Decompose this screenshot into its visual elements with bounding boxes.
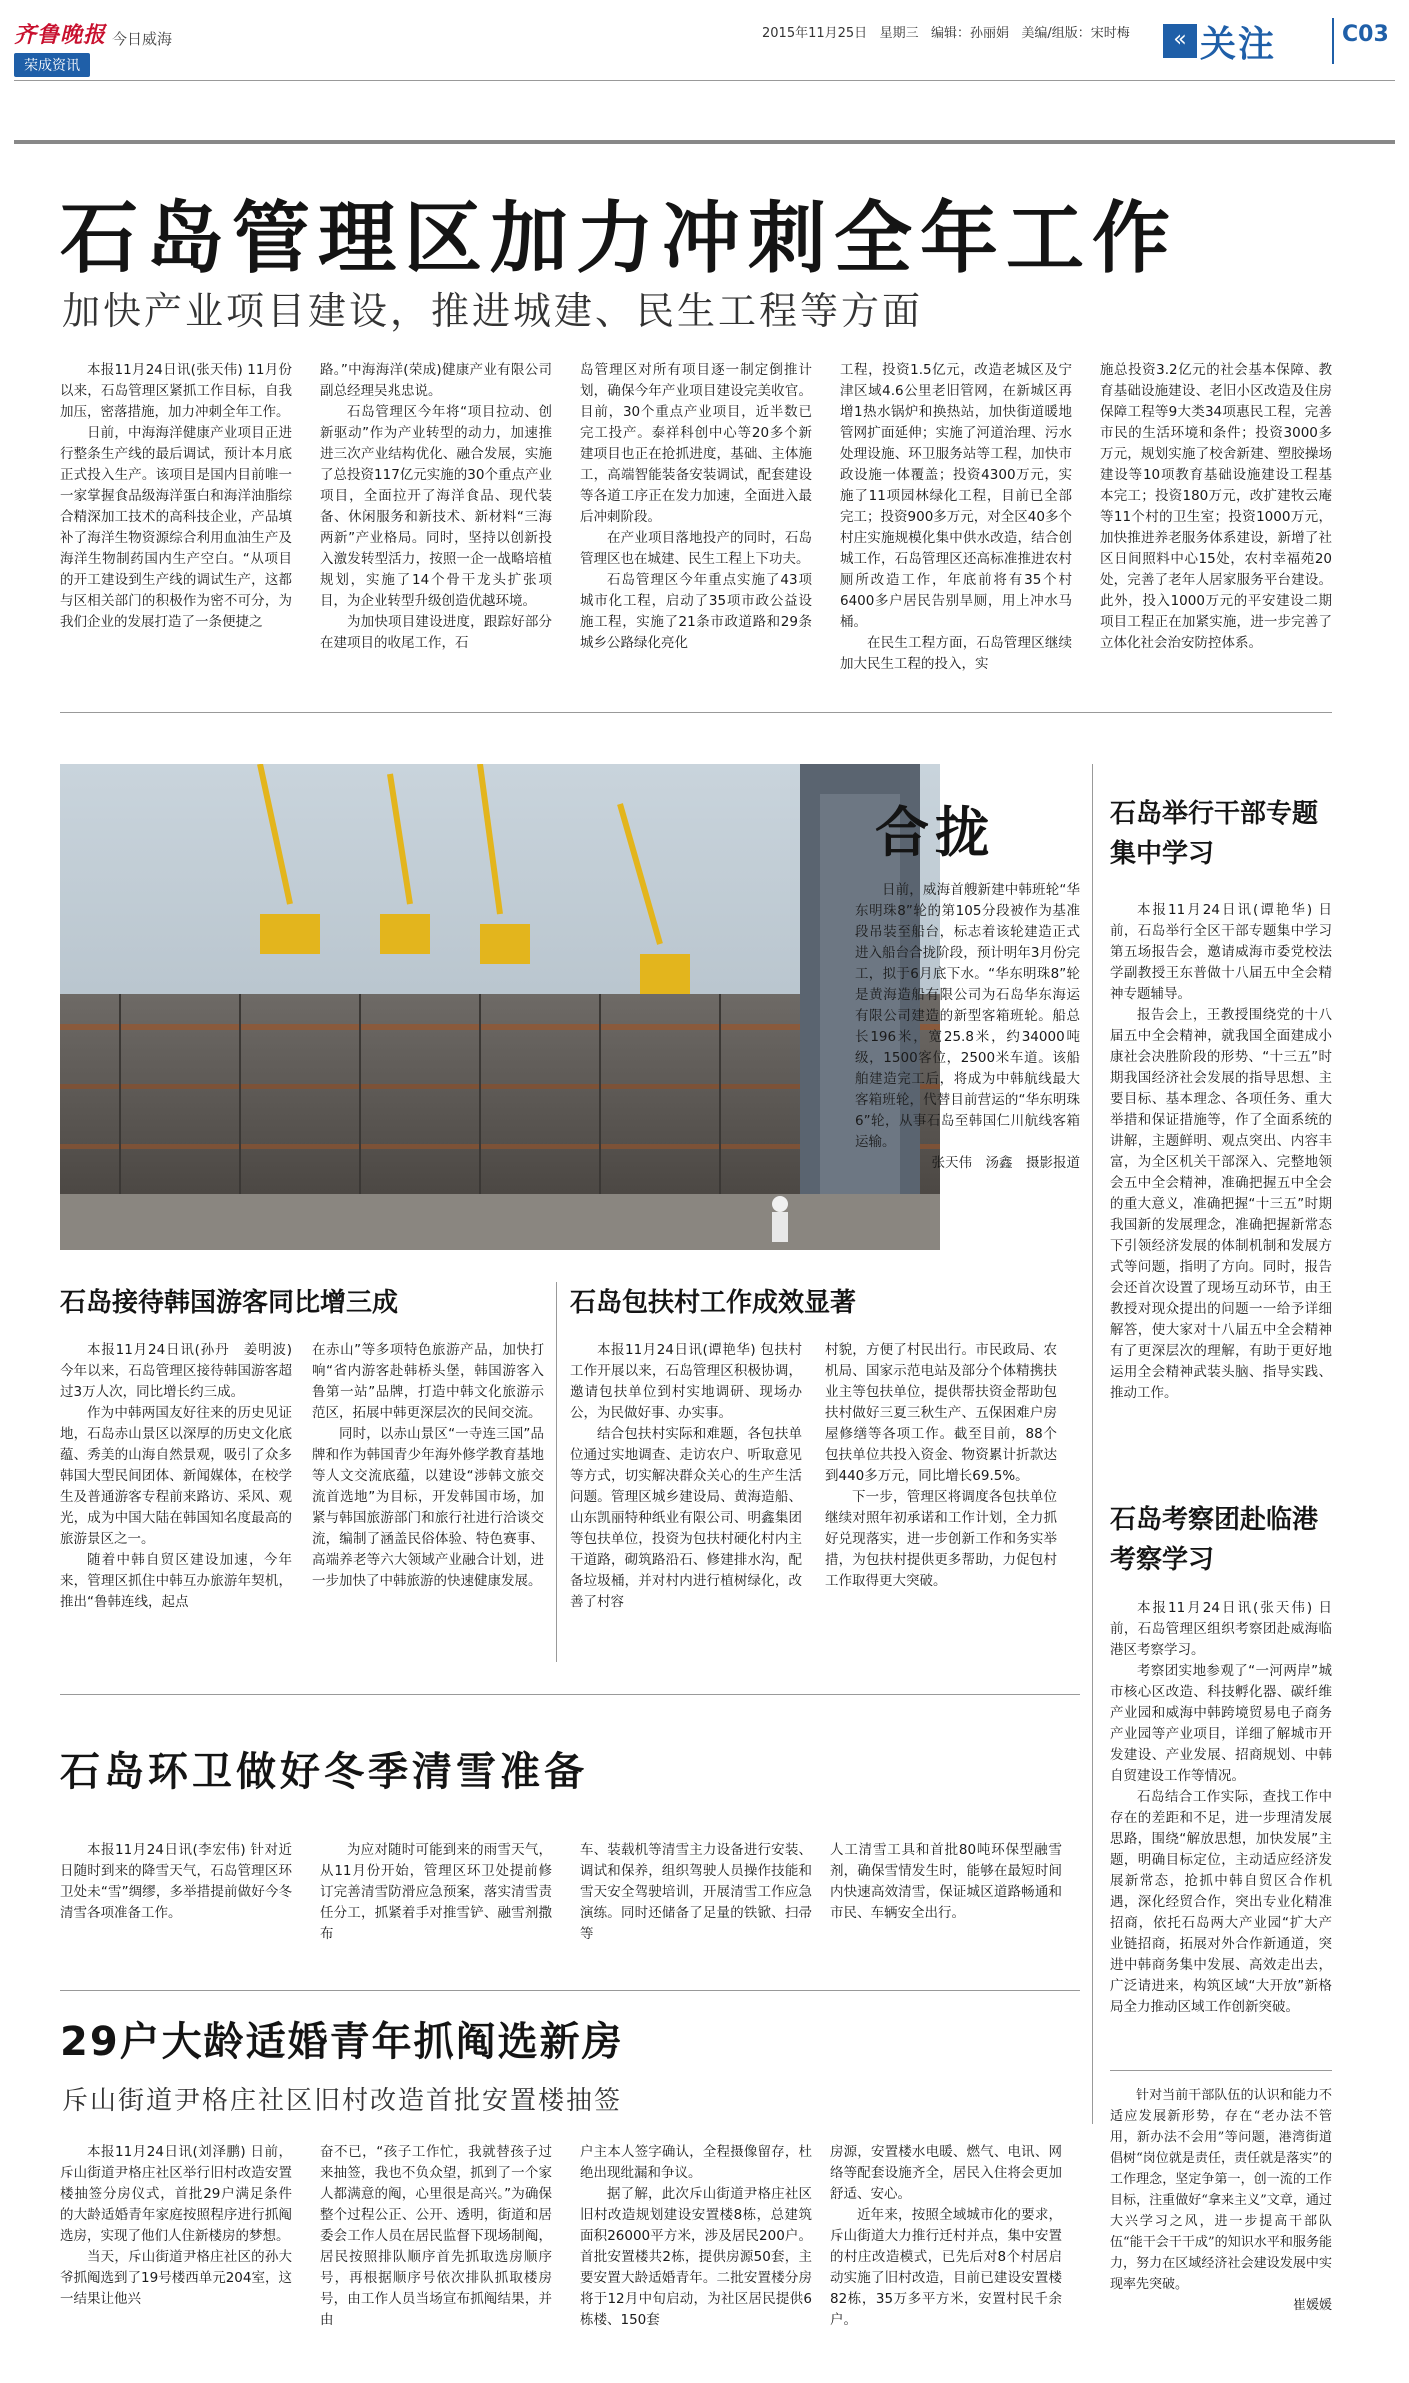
paragraph: 在民生工程方面，石岛管理区继续加大民生工程的投入，实 <box>840 635 1072 672</box>
issue-date: 2015年11月25日 <box>762 26 868 41</box>
headline: 29户大龄适婚青年抓阄选新房 <box>60 2019 624 2065</box>
paragraph: 考察团实地参观了“一河两岸”城市核心区改造、科技孵化器、碳纤维产业园和威海中韩跨境贸易电子商务产业园等产业项目，详细了解城市开发建设、产业发展、招商规划、中韩自贸建设工作等情况。 <box>1110 1663 1332 1784</box>
paragraph: 本报11月24日讯(张天伟) 11月份以来，石岛管理区紧抓工作目标，自我加压，密落措施，加力冲刺全年工作。 <box>60 362 292 420</box>
headline: 石岛举行干部专题集中学习 <box>1110 799 1319 869</box>
paragraph: 下一步，管理区将调度各包扶单位继续对照年初承诺和工作计划，全力抓好兑现落实，进一步创新工作和务实举措，为包扶村提供更多帮助，力促包村工作取得更大突破。 <box>825 1489 1057 1589</box>
paragraph: 车、装载机等清雪主力设备进行安装、调试和保养，组织驾驶人员操作技能和雪天安全驾驶培训，开展清雪工作应急演练。同时还储备了足量的铁锨、扫帚等 <box>580 1842 812 1942</box>
paragraph: 石岛管理区今年将“项目拉动、创新驱动”作为产业转型的动力，加速推进三次产业结构优化、融合发展，实施了总投资117亿元实施的30个重点产业项目，全面拉开了海洋食品、现代装备、休闲服务和新技术、新材料“三海两新”产业格局。同时，坚持以创新投入激发转型活力，按照一企一战略培植规划，实施了14个骨干龙头扩张项目，为企业转型升级创造优越环境。 <box>320 404 552 609</box>
article-column <box>840 360 1072 700</box>
news-photo <box>60 764 940 1250</box>
headline-subtitle: 斥山街道尹格庄社区旧村改造首批安置楼抽签 <box>62 2086 623 2116</box>
divider <box>1092 764 1093 2124</box>
article-column <box>830 1840 1062 1970</box>
focus-tag: 关注 <box>1200 24 1277 65</box>
divider <box>14 80 1395 81</box>
paragraph: 为加快项目建设进度，跟踪好部分在建项目的收尾工作，石 <box>320 614 552 651</box>
paragraph: 本报11月24日讯(刘泽鹏) 日前，斥山街道尹格庄社区举行旧村改造安置楼抽签分房仪式，首批29户满足条件的大龄适婚青年家庭按照程序进行抓阄选房，实现了他们人住新楼房的梦想。 <box>60 2144 292 2244</box>
commentary-author: 崔媛媛 <box>1292 2298 1332 2313</box>
divider <box>556 1282 557 1662</box>
article-column <box>320 1840 552 1970</box>
paragraph: 路。”中海海洋(荣成)健康产业有限公司副总经理吴兆忠说。 <box>320 362 552 399</box>
article-column <box>570 1340 802 1670</box>
section-tag: 荣成资讯 <box>14 53 90 77</box>
article-column <box>825 1340 1057 1670</box>
paragraph: 在赤山”等多项特色旅游产品，加快打响“省内游客赴韩桥头堡，韩国游客入鲁第一站”品牌，打造中韩文化旅游示范区，拓展中韩更深层次的民间交流。 <box>312 1342 544 1421</box>
paragraph: 村貌，方便了村民出行。市民政局、农机局、国家示范电站及部分个体精携扶业主等包扶单位，提供帮扶资金帮助包扶村做好三夏三秋生产、五保困难户房屋修缮等各项工作。截至目前，88个包扶单位共投入资金、物资累计折款达到440多万元，同比增长69.5%。 <box>825 1342 1057 1484</box>
divider <box>60 1990 1080 1991</box>
article-column <box>580 1840 812 1970</box>
paragraph: 人工清雪工具和首批80吨环保型融雪剂，确保雪情发生时，能够在最短时间内快速高效清雪，保证城区道路畅通和市民、车辆安全出行。 <box>830 1842 1062 1921</box>
article-column <box>312 1340 544 1670</box>
divider <box>14 140 1395 144</box>
paper-logo: 齐鲁晚报 <box>14 22 107 48</box>
paragraph: 据了解，此次斥山街道尹格庄社区旧村改造规划建设安置楼8栋，总建筑面积26000平方米，涉及居民200户。首批安置楼共2栋，提供房源50套，主要安置大龄适婚青年。二批安置楼分房将于12月中旬启动，为社区居民提供6栋楼、150套 <box>580 2186 812 2328</box>
divider <box>1110 2070 1332 2071</box>
article-column <box>580 360 812 700</box>
divider <box>60 1694 1080 1695</box>
masthead <box>14 18 204 72</box>
page-subtitle: 加快产业项目建设，推进城建、民生工程等方面 <box>62 289 924 333</box>
paragraph: 石岛结合工作实际，查找工作中存在的差距和不足，进一步理清发展思路，围绕“解放思想，加快发展”主题，明确目标定位，主动适应经济发展新常态，抢抓中韩自贸区合作机遇，深化经贸合作，突出专业化精准招商，依托石岛两大产业园“扩大产业链招商，拓展对外合作新通道，突进中韩商务集中发展、高效走出去，广泛请进来，构筑区域“大开放”新格局全力推动区域工作创新突破。 <box>1110 1789 1332 2015</box>
paragraph: 施总投资3.2亿元的社会基本保障、教育基础设施建设、老旧小区改造及住房保障工程等9大类34项惠民工程，完善市民的生活环境和条件；投资3000多万元，规划实施了校舍新建、塑胶操场建设等10项教育基础设施建设工程基本完工；投资180万元，改扩建牧云庵等11个村的卫生室；投资1000万元，加快推进养老服务体系建设，新增了社区日间照料中心15处，农村幸福苑20处，完善了老年人居家服务平台建设。此外，投入1000万元的平安建设二期项目工程正在加紧实施，进一步完善了立体化社会治安防控体系。 <box>1100 362 1332 651</box>
article-column <box>1110 900 1332 1460</box>
article-column <box>60 1340 292 1670</box>
paragraph: 本报11月24日讯(孙丹 姜明波) 今年以来，石岛管理区接待韩国游客超过3万人次，同比增长约三成。 <box>60 1342 292 1400</box>
commentary <box>1110 2085 1332 2373</box>
divider <box>1332 18 1334 64</box>
paragraph: 本报11月24日讯(李宏伟) 针对近日随时到来的降雪天气，石岛管理区环卫处未“雪”绸缪，多举措提前做好今冬清雪各项准备工作。 <box>60 1842 292 1921</box>
paragraph: 日前，中海海洋健康产业项目正进行整条生产线的最后调试，预计本月底正式投入生产。该项目是国内目前唯一一家掌握食品级海洋蛋白和海洋油脂综合精深加工技术的高科技企业，产品填补了海洋生物资源综合利用血油生产及海洋生物制药国内生产空白。“从项目的开工建设到生产线的调试生产，这都与区相关部门的积极作为密不可分，为我们企业的发展打造了一条便捷之 <box>60 425 292 630</box>
article-column <box>580 2142 812 2372</box>
photo-credit: 张天伟 汤鑫 摄影报道 <box>931 1155 1080 1171</box>
editor-credit: 编辑：孙丽娟 <box>931 26 1010 41</box>
article-column <box>60 360 292 700</box>
paragraph: 奋不已，“孩子工作忙，我就替孩子过来抽签，我也不负众望，抓到了一个家人都满意的阄，心里很是高兴。”为确保整个过程公正、公开、透明，街道和居委会工作人员在居民监督下现场制阄，居民按照排队顺序首先抓取选房顺序号，再根据顺序号依次排队抓取楼房号，由工作人员当场宣布抓阄结果，并由 <box>320 2144 552 2328</box>
article-column <box>60 1840 292 1970</box>
photo-caption <box>855 880 1080 1250</box>
shipyard-photo <box>60 764 940 1250</box>
edition-name: 今日威海 <box>112 30 173 48</box>
article-column <box>830 2142 1062 2372</box>
article-column <box>1110 1598 1332 2053</box>
paragraph: 房源，安置楼水电暖、燃气、电讯、网络等配套设施齐全，居民入住将会更加舒适、安心。 <box>830 2144 1062 2202</box>
paragraph: 本报11月24日讯(谭艳华) 包扶村工作开展以来，石岛管理区积极协调，邀请包扶单位到村实地调研、现场办公，为民做好事、办实事。 <box>570 1342 802 1421</box>
paragraph: 本报11月24日讯(张天伟) 日前，石岛管理区组织考察团赴威海临港区考察学习。 <box>1110 1600 1332 1658</box>
article-column <box>1100 360 1332 700</box>
double-chevron-icon: « <box>1163 24 1197 58</box>
headline: 石岛环卫做好冬季清雪准备 <box>60 1749 588 1795</box>
paragraph: 工程，投资1.5亿元，改造老城区及宁津区域4.6公里老旧管网，在新城区再增1热水锅炉和换热站，加快街道暖地管网扩面延伸；实施了河道治理、污水处理设施、环卫服务站等工程，加快市政设施一体覆盖；投资4300万元，实施了11项园林绿化工程，目前已全部完工；投资900多万元，对全区40多个村庄实施规模化集中供水改造，结合创城工作，石岛管理区还高标准推进农村厕所改造工作，年底前将有35个村6400多户居民告别旱厕，用上冲水马桶。 <box>840 362 1072 630</box>
designer-credit: 美编/组版：宋时梅 <box>1021 26 1130 41</box>
paragraph: 本报11月24日讯(谭艳华) 日前，石岛举行全区干部专题集中学习第五场报告会，邀请威海市委党校法学副教授王东普做十八届五中全会精神专题辅导。 <box>1110 902 1332 1002</box>
divider <box>60 712 1332 713</box>
photo-title: 合拢 <box>875 801 995 864</box>
page-title: 石岛管理区加力冲刺全年工作 <box>60 194 1179 284</box>
paragraph: 作为中韩两国友好往来的历史见证地，石岛赤山景区以深厚的历史文化底蕴、秀美的山海自然景观，吸引了众多韩国大型民间团体、新闻媒体，在校学生及普通游客专程前来路访、采风、观光，成为中国大陆在韩国知名度最高的旅游景区之一。 <box>60 1405 292 1547</box>
paragraph: 结合包扶村实际和难题，各包扶单位通过实地调查、走访农户、听取意见等方式，切实解决群众关心的生产生活问题。管理区城乡建设局、黄海造船、山东凯丽特种纸业有限公司、明鑫集团等包扶单位，投资为包扶村硬化村内主干道路，砌筑路沿石、修建排水沟，配备垃圾桶，并对村内进行植树绿化，改善了村容 <box>570 1426 802 1610</box>
paragraph: 报告会上，王教授围绕党的十八届五中全会精神，就我国全面建成小康社会决胜阶段的形势、“十三五”时期我国经济社会发展的指导思想、主要目标、基本理念、各项任务、重大举措和保证措施等，作了全面系统的讲解，主题鲜明、观点突出、内容丰富，为全区机关干部深入、完整地领会五中全会精神，准确把握五中全会的重大意义，准确把握“十三五”时期我国新的发展理念，准确把握新常态下引领经济发展的体制机制和发展方式等问题，指明了方向。同时，报告会还首次设置了现场互动环节，由王教授对现众提出的问题一一给予详细解答，使大家对十八届五中全会精神有了更深层次的理解，有助于更好地运用全会精神武装头脑、指导实践、推动工作。 <box>1110 1007 1332 1401</box>
article-column <box>60 2142 292 2372</box>
paragraph: 当天，斥山街道尹格庄社区的孙大爷抓阄选到了19号楼西单元204室，这一结果让他兴 <box>60 2249 292 2307</box>
paragraph: 岛管理区对所有项目逐一制定倒推计划，确保今年产业项目建设完美收官。目前，30个重点产业项目，近半数已完工投产。泰祥科创中心等20多个新建项目也正在抢抓进度，基础、主体施工，高端智能装备安装调试，配套建设等各道工序正在发力加速，全面进入最后冲刺阶段。 <box>580 362 812 525</box>
paragraph: 为应对随时可能到来的雨雪天气，从11月份开始，管理区环卫处提前修订完善清雪防滑应急预案，落实清雪责任分工，抓紧着手对推雪铲、融雪剂撒布 <box>320 1842 552 1942</box>
paragraph: 随着中韩自贸区建设加速，今年来，管理区抓住中韩互办旅游年契机，推出“鲁韩连线，起点 <box>60 1552 292 1610</box>
article-column <box>320 360 552 700</box>
paragraph: 户主本人签字确认，全程摄像留存，杜绝出现纰漏和争议。 <box>580 2144 812 2181</box>
dateline <box>762 22 1130 41</box>
headline: 石岛考察团赴临港考察学习 <box>1110 1505 1319 1575</box>
headline: 石岛包扶村工作成效显著 <box>570 1288 857 1318</box>
article-column <box>320 2142 552 2372</box>
paragraph: 日前，威海首艘新建中韩班轮“华东明珠8”轮的第105分段被作为基准段吊装至船台，标志着该轮建造正式进入船台合拢阶段，预计明年3月份完工，拟于6月底下水。“华东明珠8”轮是黄海造船有限公司为石岛华东海运有限公司建造的新型客箱班轮。船总长196米，宽25.8米，约34000吨级，1500客位，2500米车道。该船舶建造完工后，将成为中韩航线最大客箱班轮，代替目前营运的“华东明珠6”轮，从事石岛至韩国仁川航线客箱运输。 <box>855 882 1080 1150</box>
paragraph: 同时，以赤山景区“一寺连三国”品牌和作为韩国青少年海外修学教育基地等人文交流底蕴，以建设“涉韩文旅交流首选地”为目标，开发韩国市场，加紧与韩国旅游部门和旅行社进行洽谈交流，编制了涵盖民俗体验、特色赛事、高端养老等六大领域产业融合计划，进一步加快了中韩旅游的快速健康发展。 <box>312 1426 544 1589</box>
headline: 石岛接待韩国游客同比增三成 <box>60 1288 399 1318</box>
page-number: C03 <box>1342 22 1389 47</box>
paragraph: 针对当前干部队伍的认识和能力不适应发展新形势，存在“老办法不管用，新办法不会用”等问题，港湾街道倡树“岗位就是责任，责任就是落实”的工作理念，坚定争第一，创一流的工作目标，注重做好“拿来主义”文章，通过大兴学习之风，进一步提高干部队伍“能干会干干成”的知识水平和服务能力，努力在区域经济社会建设发展中实现率先突破。 <box>1110 2088 1332 2292</box>
paragraph: 石岛管理区今年重点实施了43项城市化工程，启动了35项市政公益设施工程，实施了21条市政道路和29条城乡公路绿化亮化 <box>580 572 812 651</box>
paragraph: 在产业项目落地投产的同时，石岛管理区也在城建、民生工程上下功夫。 <box>580 530 812 567</box>
issue-weekday: 星期三 <box>879 26 919 41</box>
paragraph: 近年来，按照全域城市化的要求，斥山街道大力推行迁村并点，集中安置的村庄改造模式，已先后对8个村居启动实施了旧村改造，目前已建设安置楼82栋，35万多平方米，安置村民千余户。 <box>830 2207 1062 2328</box>
